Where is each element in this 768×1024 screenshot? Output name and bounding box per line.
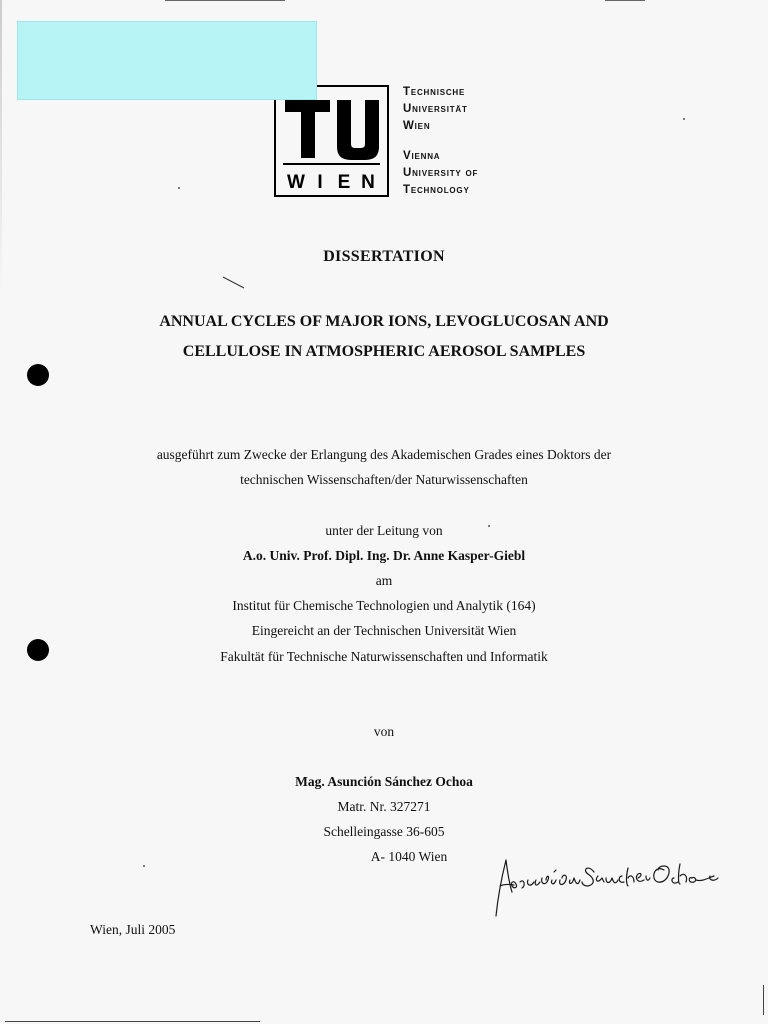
supervision-connector: am — [375, 573, 393, 588]
logo-city-letter: W — [287, 172, 305, 193]
institute-name: Institut für Chemische Technologien und Analytik (164) — [232, 598, 536, 613]
university-name-de-line: Technische — [403, 86, 466, 98]
logo-letter-t-stem — [301, 100, 315, 158]
punch-hole — [27, 364, 49, 386]
scan-top-rule — [605, 0, 645, 1]
university-name-de-line: Universität — [403, 103, 468, 115]
handwritten-signature — [488, 846, 728, 921]
thesis-title-line: CELLULOSE IN ATMOSPHERIC AEROSOL SAMPLES — [182, 343, 586, 360]
logo-divider — [283, 163, 380, 165]
thesis-title-line: ANNUAL CYCLES OF MAJOR IONS, LEVOGLUCOSAN AND — [159, 313, 609, 330]
author-street: Schelleingasse 36-605 — [323, 824, 445, 839]
university-name-en-line: Vienna — [403, 150, 441, 162]
purpose-line: technischen Wissenschaften/der Naturwissenschaften — [240, 472, 528, 487]
place-and-date: Wien, Juli 2005 — [90, 922, 176, 937]
university-name-block — [403, 84, 478, 199]
scan-speck — [683, 118, 685, 120]
document-type-heading: DISSERTATION — [323, 248, 445, 265]
university-name-en-line: University of — [403, 167, 479, 179]
university-name-de-line: Wien — [403, 120, 431, 132]
tu-wien-logo — [274, 85, 389, 197]
logo-letter-u — [337, 100, 379, 160]
scan-edge-mark — [763, 985, 764, 1015]
logo-city-letter: N — [361, 172, 375, 193]
logo-city-letter: I — [317, 172, 323, 193]
scan-speck — [143, 865, 145, 867]
author-intro: von — [373, 724, 395, 739]
submission-statement: Eingereicht an der Technischen Universität Wien — [251, 623, 517, 638]
scan-top-rule — [165, 0, 285, 1]
logo-city-letter: E — [337, 172, 351, 193]
supervisor-name: A.o. Univ. Prof. Dipl. Ing. Dr. Anne Kasper-Giebl — [242, 548, 526, 563]
highlight-box — [17, 21, 317, 100]
scan-bottom-rule — [5, 1021, 260, 1022]
faculty-name: Fakultät für Technische Naturwissenschaften und Informatik — [220, 649, 548, 664]
scan-speck — [178, 187, 180, 189]
purpose-line: ausgeführt zum Zwecke der Erlangung des Akademischen Grades eines Doktors der — [156, 447, 612, 462]
author-city: A- 1040 Wien — [370, 849, 448, 864]
author-name: Mag. Asunción Sánchez Ochoa — [295, 774, 473, 789]
supervision-intro: unter der Leitung von — [325, 523, 443, 538]
matriculation-number: Matr. Nr. 327271 — [337, 799, 431, 814]
scan-stroke-mark — [222, 276, 246, 290]
university-name-en-line: Technology — [403, 184, 470, 196]
